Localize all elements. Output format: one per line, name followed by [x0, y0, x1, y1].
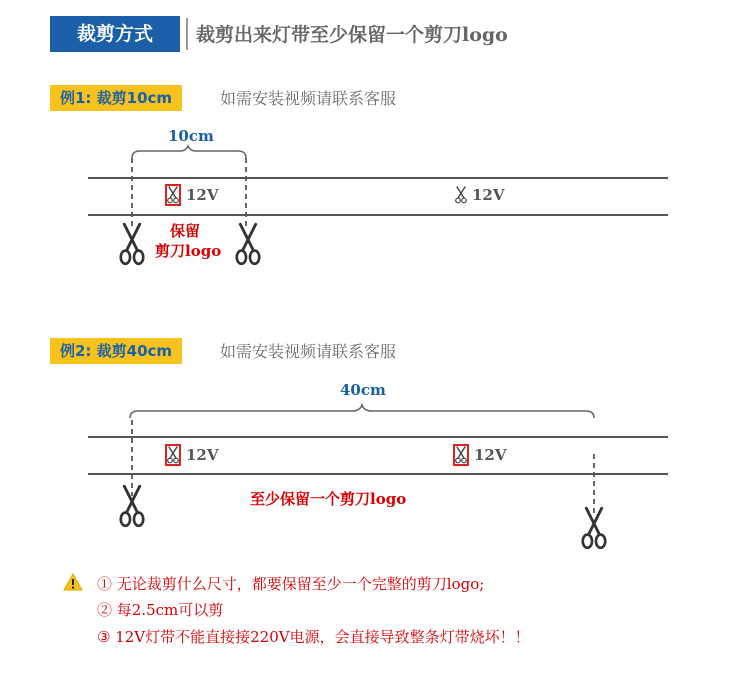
example1-note: 如需安装视频请联系客服: [220, 89, 397, 108]
example2-badge: 例2: 裁剪40cm: [50, 338, 182, 364]
note-line-2: ② 每2.5cm可以剪: [97, 601, 224, 619]
example2-dimension-label: 40cm: [340, 381, 386, 399]
example2-strip-top-edge: [88, 436, 668, 438]
example1-dimension-label: 10cm: [168, 127, 214, 145]
note-line-3: ③ 12V灯带不能直接接220V电源，会直接导致整条灯带烧坏！！: [97, 628, 530, 646]
example2-note: 如需安装视频请联系客服: [220, 342, 397, 361]
header-divider: [186, 18, 188, 50]
example1-strip-top-edge: [88, 177, 668, 179]
example1-strip-bottom-edge: [88, 214, 668, 216]
scissors-icon: [580, 506, 608, 550]
scissors-logo-icon: [167, 186, 179, 204]
example1-voltage-left: 12V: [186, 186, 219, 204]
section-title-badge: 裁剪方式: [50, 16, 180, 52]
example2-strip-bottom-edge: [88, 473, 668, 475]
example1-voltage-right: 12V: [472, 186, 505, 204]
example2-keep-label: 至少保留一个剪刀logo: [250, 490, 407, 508]
scissors-icon: [118, 484, 146, 528]
scissors-logo-icon: [167, 446, 179, 464]
scissors-icon: [234, 222, 262, 266]
example2-voltage-left: 12V: [186, 446, 219, 464]
scissors-icon: [118, 222, 146, 266]
example1-keep-label-line2: 剪刀logo: [155, 242, 222, 260]
example2-voltage-right: 12V: [474, 446, 507, 464]
example1-keep-label-line1: 保留: [170, 222, 201, 240]
note-line-1: ① 无论裁剪什么尺寸，都要保留至少一个完整的剪刀logo;: [97, 575, 485, 593]
example1-badge: 例1: 裁剪10cm: [50, 85, 182, 111]
warning-triangle-icon: [63, 573, 83, 591]
scissors-logo-icon: [455, 446, 467, 464]
section-subtitle: 裁剪出来灯带至少保留一个剪刀logo: [196, 24, 508, 46]
scissors-logo-icon: [455, 186, 467, 204]
